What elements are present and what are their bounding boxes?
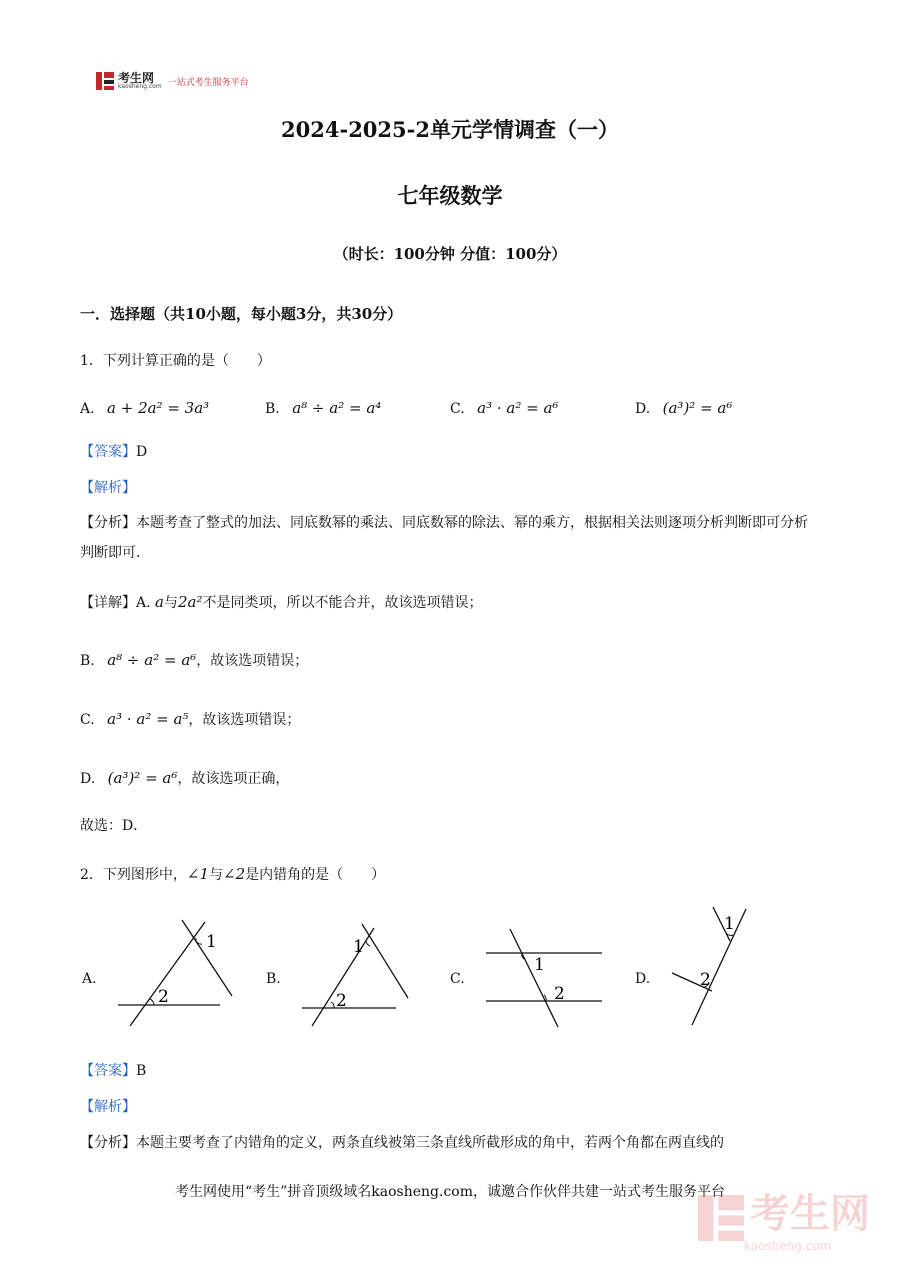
xj-a-suffix: 不是同类项，所以不能合并，故该选项错误； (202, 595, 483, 611)
xj-b-expr: a⁸ ÷ a² = a⁶ (107, 651, 197, 669)
option-expr: a + 2a² = 3a³ (107, 399, 210, 417)
exam-meta: （时长：100分钟 分值：100分） (333, 245, 567, 263)
fenxi-text: 本题考查了整式的加法、同底数幂的乘法、同底数幂的除法、幂的乘方，根据相关法则逐项分析判断即可分析判断即可． (80, 515, 808, 561)
figure-a (112, 912, 242, 1030)
q2-stem-suffix: 是内错角的是（ ） (245, 867, 386, 883)
q2-stem-prefix: 2．下列图形中， (80, 867, 187, 883)
q2-stem (80, 864, 385, 886)
xj-b-suffix: ，故该选项错误； (196, 653, 309, 669)
q1-option-c (450, 398, 558, 420)
q1-option-b (265, 398, 381, 420)
logo-domain: kaosheng.com (118, 83, 162, 90)
watermark-name: 考生网 (750, 1191, 870, 1237)
xj-d-suffix: ，故该选项正确， (177, 771, 290, 787)
figure-c-angle2: 2 (554, 984, 565, 1004)
fenxi-text: 本题主要考查了内错角的定义，两条直线被第三条直线所截形成的角中，若两个角都在两直线的 (136, 1135, 724, 1151)
xj-a-expr1: a (155, 593, 164, 611)
figure-a-angle1: 1 (206, 932, 217, 952)
q1-option-d (635, 398, 732, 420)
q2-analysis-tag: 【解析】 (80, 1099, 136, 1115)
q2-fenxi (80, 1134, 840, 1154)
q2-stem-mid: 与 (209, 867, 224, 883)
figure-d-label: D. (635, 971, 651, 987)
figure-c (482, 915, 608, 1030)
header-logo (96, 72, 249, 90)
section-heading: 一．选择题（共10小题，每小题3分，共30分） (80, 305, 403, 323)
q1-stem: 1．下列计算正确的是（ ） (80, 353, 271, 369)
watermark (698, 1182, 870, 1253)
xj-a-expr2: 2a² (177, 593, 203, 611)
page-footer: 考生网使用“考生”拼音顶级域名kaosheng.com，诚邀合作伙伴共建一站式考生服务平台 (174, 1184, 726, 1200)
logo-name: 考生网 (118, 71, 155, 85)
xj-c-label: C. (80, 712, 95, 728)
figure-b-angle1: 1 (353, 937, 364, 957)
figure-d (666, 905, 756, 1030)
xj-a-mid: 与 (163, 595, 178, 611)
xj-d-expr: (a³)² = a⁶ (107, 769, 178, 787)
q1-xiangjie-d (80, 768, 289, 790)
option-label: A. (80, 401, 95, 417)
figure-c-angle1: 1 (534, 955, 545, 975)
q2-angle1: ∠1 (186, 865, 210, 883)
xj-a-label: A. (136, 595, 151, 611)
q1-xiangjie-a (80, 592, 482, 614)
watermark-domain: kaosheng.com (744, 1239, 832, 1253)
figure-d-angle2: 2 (700, 970, 711, 990)
option-expr: a³ · a² = a⁶ (477, 399, 559, 417)
xj-b-label: B. (80, 653, 95, 669)
fenxi-tag: 【分析】 (80, 515, 136, 531)
option-label: B. (265, 401, 280, 417)
q2-angle2: ∠2 (223, 865, 246, 883)
xj-c-expr: a³ · a² = a⁵ (107, 710, 189, 728)
logo-icon (96, 72, 114, 90)
figure-a-label: A. (82, 971, 97, 987)
exam-title: 2024-2025-2单元学情调查（一） (281, 117, 619, 142)
q1-option-a (80, 398, 209, 420)
exam-subtitle: 七年级数学 (397, 183, 503, 208)
answer-value: B (136, 1063, 147, 1079)
answer-tag: 【答案】 (80, 444, 136, 460)
q1-conclusion: 故选：D． (80, 818, 148, 834)
option-expr: a⁸ ÷ a² = a⁴ (292, 399, 382, 417)
q1-answer (80, 443, 147, 463)
watermark-icon (698, 1195, 744, 1241)
figure-b-label: B. (266, 971, 281, 987)
logo-slogan: 一站式考生服务平台 (167, 77, 249, 88)
q1-analysis-tag: 【解析】 (80, 480, 136, 496)
xiangjie-tag: 【详解】 (80, 595, 136, 611)
fenxi-tag: 【分析】 (80, 1135, 136, 1151)
figure-b-angle2: 2 (336, 991, 347, 1011)
answer-tag: 【答案】 (80, 1063, 136, 1079)
figure-b (298, 912, 428, 1030)
figure-a-angle2: 2 (158, 987, 169, 1007)
answer-value: D (136, 444, 148, 460)
q1-xiangjie-b (80, 650, 308, 672)
option-expr: (a³)² = a⁶ (662, 399, 733, 417)
xj-d-label: D. (80, 771, 96, 787)
figure-d-angle1: 1 (724, 914, 735, 934)
q1-xiangjie-c (80, 709, 300, 731)
figure-c-label: C. (450, 971, 465, 987)
option-label: D. (635, 401, 651, 417)
q1-fenxi (80, 508, 820, 568)
option-label: C. (450, 401, 465, 417)
q2-answer (80, 1062, 146, 1082)
xj-c-suffix: ，故该选项错误； (188, 712, 301, 728)
